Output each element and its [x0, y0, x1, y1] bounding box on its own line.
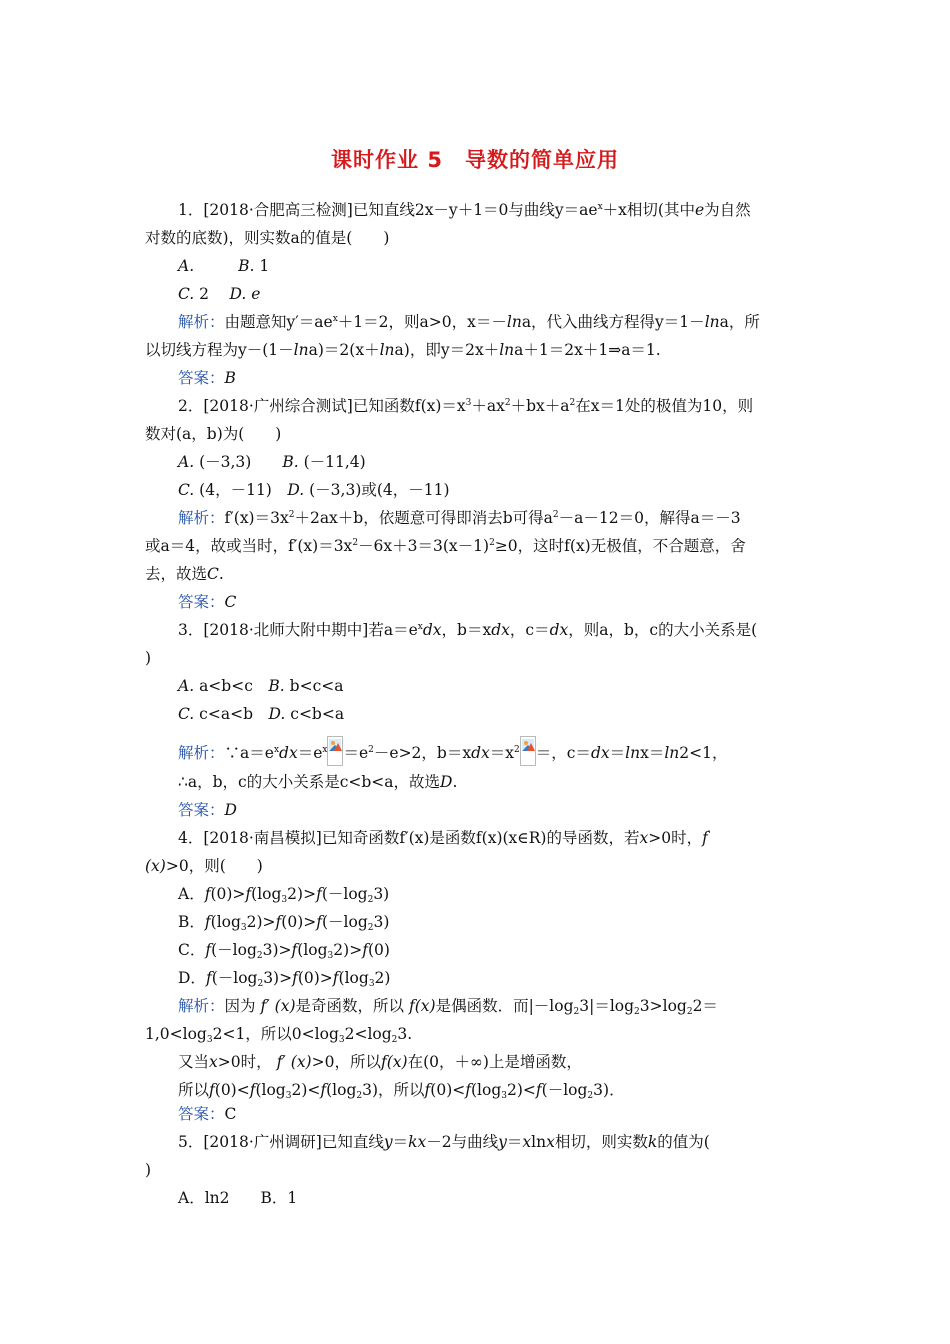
q2-solution-line2: 或a＝4，故或当时，$f'(x)=3x^2-6x+3=3(x-1)^2\ge 0$，这时f(x)无极值，不合题意，舍 [145, 537, 746, 555]
q1-stem-line1: 1．[2018·合肥高三检测]已知直线2x－y＋1＝0与曲线$y=ae^x+x$相切(其中e为自然 [178, 201, 751, 219]
q3-stem-line2: ) [145, 649, 152, 667]
q1-solution-line2: 以切线方程为y－(1－lna)＝2(x＋lna)，即y＝2x＋lna＋1＝2x＋1⇒a＝1. [145, 341, 661, 359]
q4-option-b: B．$f(\log_32)>f(0)>f(-\log_23)$ [178, 913, 390, 933]
q4-solution-line2: $1,0<\log_32<1$，所以$0<\log_32<\log_23$. [145, 1025, 413, 1045]
q2-stem-line2: 数对(a，b)为( ) [145, 425, 282, 443]
q1-stem-line2: 对数的底数)，则实数a的值是( ) [145, 229, 390, 247]
q5-options-ab: A．ln2 B．1 [178, 1189, 298, 1207]
q4-answer: 答案：C [178, 1105, 237, 1123]
q2-solution-line3: 去，故选C. [145, 565, 224, 583]
q3-options-ab: A. a<b<c B. b<c<a [178, 677, 344, 695]
q2-answer: 答案：C [178, 593, 237, 611]
q5-stem-line1: 5．[2018·广州调研]已知直线y＝kx－2与曲线y＝xlnx相切，则实数k的值为( [178, 1133, 710, 1151]
q3-answer: 答案：D [178, 801, 237, 819]
q3-solution-line2: ∴a，b，c的大小关系是c<b<a，故选D. [178, 773, 458, 791]
q3-stem-line1: 3．[2018·北师大附中期中]若$a=e^xdx$，b＝xdx，c＝dx，则a，b，c的大小关系是( [178, 621, 758, 639]
broken-image-icon [520, 736, 536, 766]
q2-options-cd: C. (4，－11) D. (－3,3)或(4，－11) [178, 481, 450, 499]
q4-option-c: C．$f(-\log_23)>f(\log_32)>f(0)$ [178, 941, 390, 961]
q2-stem-line1: 2．[2018·广州综合测试]已知函数$f(x)=x^3+ax^2+bx+a^2$在x＝1处的极值为10，则 [178, 397, 754, 415]
q3-options-cd: C. c<a<b D. c<b<a [178, 705, 345, 723]
page-title: 课时作业 5 导数的简单应用 [331, 148, 619, 172]
broken-image-icon [327, 736, 343, 766]
q3-solution-line1: 解析：$\because a=e^xdx=e^x$ $=e^2-e>2$，$b=xdx=x^2$ ＝，c＝dx＝lnx＝ln2<1， [178, 736, 810, 766]
q2-options-ab: A. (－3,3) B. (－11,4) [178, 453, 366, 471]
q1-answer: 答案：B [178, 369, 236, 387]
q5-stem-line2: ) [145, 1161, 152, 1179]
q4-solution-line3: 又当x>0时， f′ (x)>0，所以f(x)在(0，＋∞)上是增函数， [178, 1053, 582, 1071]
q4-option-a: A．$f(0)>f(\log_32)>f(-\log_23)$ [178, 885, 390, 905]
q4-stem-line2: (x)>0，则( ) [145, 857, 263, 875]
q1-options-ab: A. B. 1 [178, 257, 270, 275]
q4-option-d: D．$f(-\log_23)>f(0)>f(\log_32)$ [178, 969, 391, 989]
q4-solution-line4: 所以$f(0)<f(\log_32)<f(\log_23)$，所以$f(0)<f(\log_32)<f(-\log_23)$． [178, 1081, 625, 1101]
q4-stem-line1: 4．[2018·南昌模拟]已知奇函数f′(x)是函数f(x)(x∈R)的导函数，若x>0时，f′ [178, 829, 710, 847]
q4-solution-line1: 解析：因为 f′ (x)是奇函数，所以 f(x)是偶函数．而$|-\log_23|=\log_23>\log_22=$ [178, 997, 718, 1017]
q1-solution-line1: 解析：由题意知$y'=ae^x+1=2$，则a>0，x＝－lna，代入曲线方程得y＝1－lna，所 [178, 313, 760, 331]
q1-options-cd: C. 2 D. e [178, 285, 261, 303]
q2-solution-line1: 解析：$f'(x)=3x^2+2ax+b$，依题意可得即消去b可得$a^2-a-12=0$，解得a＝－3 [178, 509, 741, 527]
